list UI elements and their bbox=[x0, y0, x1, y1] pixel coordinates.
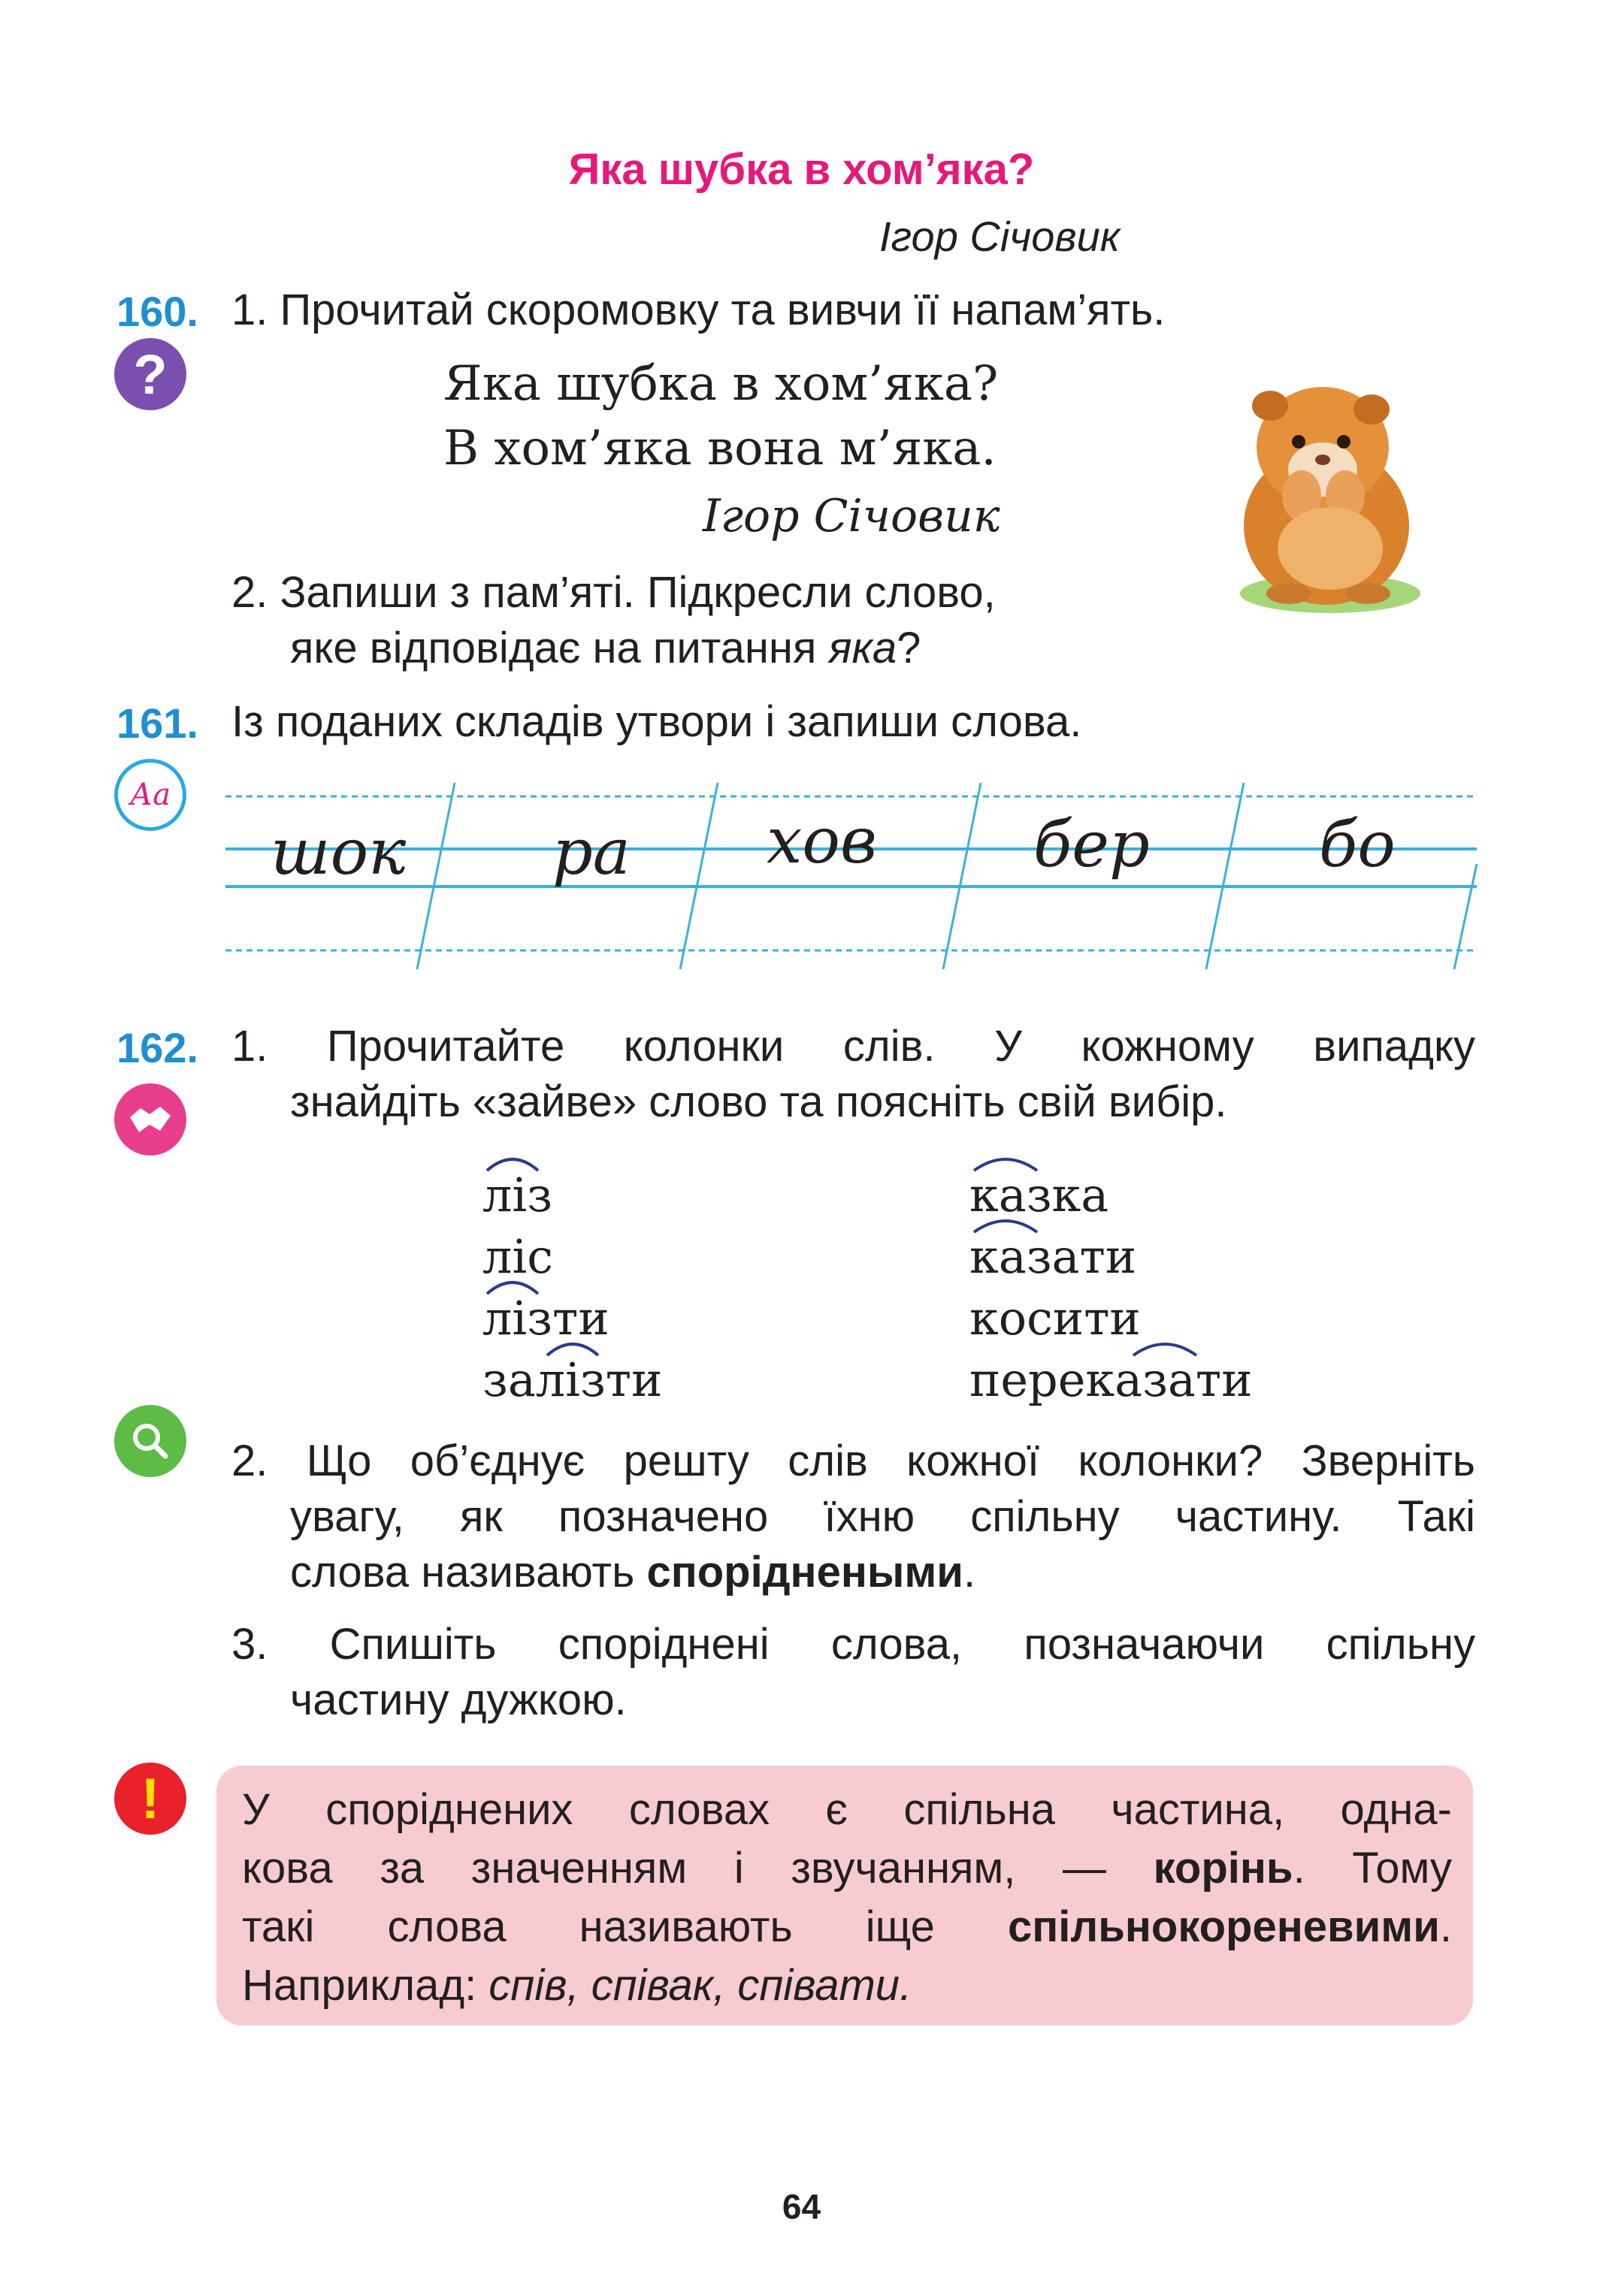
question-icon: ? bbox=[114, 338, 186, 410]
word-liz: ліз bbox=[482, 1168, 553, 1222]
task-162-step1 bbox=[231, 1019, 1475, 1130]
poem bbox=[443, 352, 998, 481]
poem-author: Ігор Січовик bbox=[703, 490, 1000, 542]
word-perekazaty: переказати bbox=[969, 1352, 1253, 1407]
task-160-step2-line2: яке відповідає на питання яка? bbox=[290, 624, 921, 672]
root-arcs bbox=[466, 1150, 1293, 1390]
task-162-step2-line1: 2. Що об’єднує решту слів кожної колонки? Зверніть bbox=[231, 1437, 1475, 1485]
poem-line-1: Яка шубка в хом’яка? bbox=[443, 356, 999, 412]
rule-line4: Наприклад: спів, співак, співати. bbox=[242, 1961, 912, 2010]
word-lis: ліс bbox=[482, 1229, 553, 1284]
task-160-step2 bbox=[231, 565, 996, 676]
page-number: 64 bbox=[782, 2187, 821, 2226]
poem-line-2: В хом’яка вона м’яка. bbox=[443, 421, 997, 476]
rule-line1: У споріднених словах є спільна частина, одна- bbox=[242, 1785, 1452, 1834]
syllable-1: шок bbox=[271, 815, 407, 889]
syllable-3: хов bbox=[767, 804, 877, 878]
handshake-icon bbox=[114, 1083, 186, 1156]
task-162-step3-line2: частину дужкою. bbox=[290, 1675, 627, 1724]
magnifier-icon bbox=[114, 1405, 186, 1477]
task-160-step1: 1. Прочитай скоромовку та вивчи її напам’ять. bbox=[231, 285, 1166, 334]
task-160-step2-line1: 2. Запиши з пам’яті. Підкресли слово, bbox=[231, 568, 996, 617]
task-162-step1-line1: 1. Прочитайте колонки слів. У кожному випадку bbox=[231, 1022, 1475, 1071]
task-162-step2-line2: увагу, як позначено їхню спільну частину. Такі bbox=[290, 1492, 1475, 1541]
rule-text bbox=[242, 1781, 1452, 2015]
word-kazka: казка bbox=[969, 1168, 1109, 1222]
task-162-step2 bbox=[231, 1433, 1475, 1600]
title-author: Ігор Січовик bbox=[879, 213, 1121, 260]
page-title: Яка шубка в хом’яка? bbox=[568, 145, 1035, 194]
rule-line2: кова за значенням і звучанням, — корінь. Тому bbox=[242, 1844, 1452, 1893]
syllable-5: бо bbox=[1319, 808, 1396, 881]
task-number-160: 160. bbox=[116, 288, 198, 335]
task-number-162: 162. bbox=[116, 1024, 198, 1071]
word-kosyty: косити bbox=[969, 1291, 1141, 1346]
word-kazaty: казати bbox=[969, 1229, 1137, 1284]
word-lizty: лізти bbox=[482, 1291, 609, 1346]
handwriting-icon: Аа bbox=[114, 759, 186, 831]
syllable-2: ра bbox=[552, 815, 631, 889]
hamster-illustration bbox=[1217, 376, 1420, 616]
task-162-step3 bbox=[231, 1617, 1475, 1728]
rule-line3: такі слова називають іще спільнокореневими. bbox=[242, 1902, 1452, 1951]
task-161-text: Із поданих складів утвори і запиши слова. bbox=[231, 697, 1082, 746]
exclamation-icon: ! bbox=[114, 1763, 186, 1835]
task-162-step1-line2: знайдіть «зайве» слово та поясніть свій вибір. bbox=[290, 1077, 1227, 1126]
word-zalizty: залізти bbox=[482, 1352, 663, 1407]
syllable-4: бер bbox=[1033, 808, 1150, 881]
task-162-step2-line3: слова називають споріднеными. bbox=[290, 1548, 976, 1597]
task-number-161: 161. bbox=[116, 699, 198, 747]
task-162-step3-line1: 3. Спишіть споріднені слова, позначаючи спільну bbox=[231, 1620, 1475, 1669]
